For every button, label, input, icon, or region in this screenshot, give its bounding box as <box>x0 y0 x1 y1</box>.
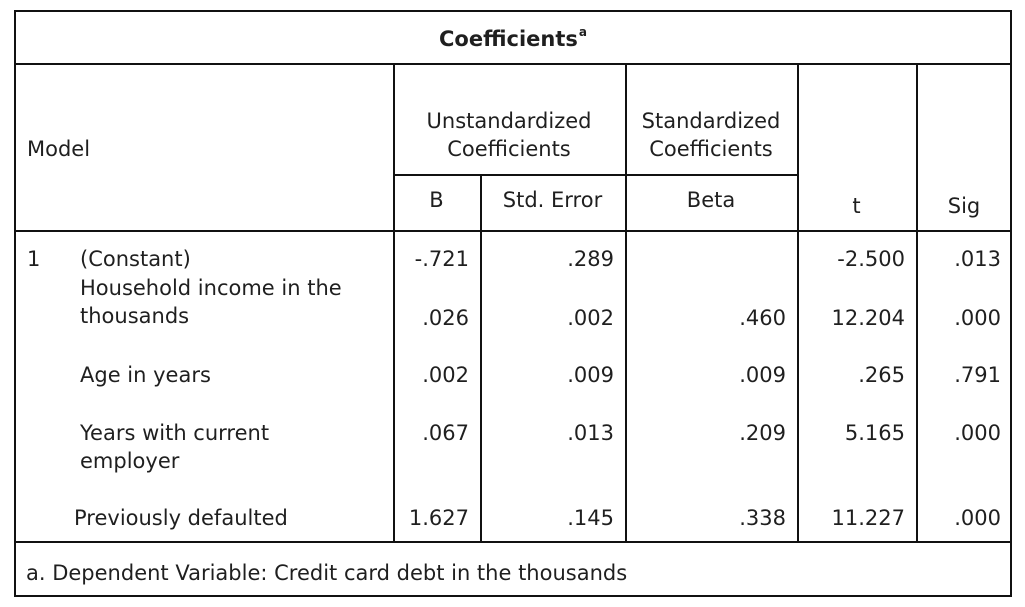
row-label: Previously defaulted <box>74 506 288 530</box>
row-label-continued: employer <box>80 449 180 473</box>
cell-b: .002 <box>422 363 469 387</box>
header-unstandardized-line2: Coefficients <box>447 137 571 161</box>
cell-t: 12.204 <box>831 306 905 330</box>
cell-t: 11.227 <box>831 506 905 530</box>
table-footnote: a. Dependent Variable: Credit card debt in the thousands <box>26 561 628 585</box>
cell-sig: .000 <box>954 306 1001 330</box>
col-divider-se <box>480 174 482 543</box>
header-unstandardized-line1: Unstandardized <box>426 109 592 133</box>
col-divider-t <box>797 63 799 543</box>
cell-sig: .013 <box>954 247 1001 271</box>
row-label: Age in years <box>80 363 211 387</box>
table-title-text: Coefficients <box>439 27 578 51</box>
cell-b: .067 <box>422 421 469 445</box>
cell-std-error: .013 <box>567 421 614 445</box>
header-standardized-line2: Coefficients <box>649 137 773 161</box>
cell-b: -.721 <box>414 247 469 271</box>
row-label: (Constant) <box>80 247 191 271</box>
row-label-continued: thousands <box>80 304 190 328</box>
header-divider-lower <box>14 230 1012 232</box>
header-t: t <box>852 194 861 218</box>
cell-t: 5.165 <box>844 421 905 445</box>
cell-beta: .009 <box>739 363 786 387</box>
header-sig: Sig <box>947 194 981 218</box>
row-label: Household income in the <box>80 276 342 300</box>
header-beta: Beta <box>686 188 736 212</box>
cell-b: .026 <box>422 306 469 330</box>
cell-b: 1.627 <box>408 506 469 530</box>
cell-std-error: .002 <box>567 306 614 330</box>
cell-sig: .791 <box>954 363 1001 387</box>
col-divider-b <box>393 63 395 543</box>
model-number: 1 <box>27 247 41 271</box>
cell-std-error: .009 <box>567 363 614 387</box>
col-divider-sig <box>916 63 918 543</box>
cell-sig: .000 <box>954 506 1001 530</box>
cell-std-error: .145 <box>567 506 614 530</box>
header-divider-upper <box>393 174 798 176</box>
header-std-error: Std. Error <box>502 188 603 212</box>
header-model: Model <box>27 137 91 161</box>
cell-sig: .000 <box>954 421 1001 445</box>
header-b: B <box>429 188 444 212</box>
cell-beta: .338 <box>739 506 786 530</box>
row-label: Years with current <box>80 421 270 445</box>
cell-beta: .209 <box>739 421 786 445</box>
col-divider-beta <box>625 63 627 543</box>
cell-beta: .460 <box>739 306 786 330</box>
title-divider <box>14 63 1012 65</box>
header-standardized-line1: Standardized <box>641 109 781 133</box>
cell-std-error: .289 <box>567 247 614 271</box>
footnote-divider <box>14 541 1012 543</box>
title-footnote-marker: a <box>578 25 587 39</box>
cell-t: -2.500 <box>837 247 905 271</box>
cell-t: .265 <box>858 363 905 387</box>
table-title <box>14 26 1012 55</box>
